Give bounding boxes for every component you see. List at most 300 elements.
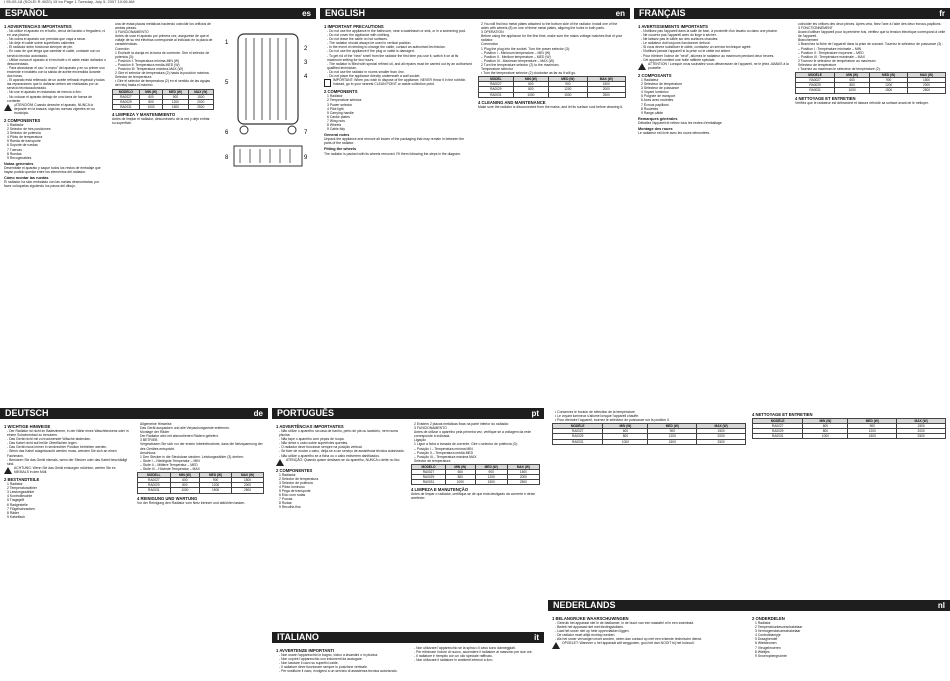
table-cell: 1000	[603, 439, 648, 444]
table-cell: 1000	[445, 480, 475, 485]
document-header: I 95-05-18 (SOLEI R 4020) 15 bo Page 1 Tuesday, July 5, 2007 10:06 AM	[4, 0, 135, 4]
list-item: 3 Selector de potência	[279, 480, 313, 485]
list-item: 6 Wielsteunen	[755, 641, 777, 646]
power-table	[112, 89, 214, 110]
table-cell: 600	[803, 424, 848, 429]
list-item: 2 Turn the temperature selector (2) to the maximum.	[481, 62, 560, 67]
table-cell: RA0031	[113, 104, 140, 109]
list	[552, 410, 746, 422]
table-cell: RA0027	[753, 424, 803, 429]
list-item: 2 Gire el selector de temperatura (2) hasta la posición máxima.	[115, 71, 210, 76]
table-cell: 1200	[549, 87, 587, 92]
list-item: 2 Temperature selector	[327, 98, 362, 103]
list-item: 1 Enchufe la clavija en la toma de corriente. Gire el selector de potencia (3):	[115, 50, 210, 59]
list-item: 9 Recogecables	[7, 155, 32, 160]
table-header: MIN (W)	[139, 89, 162, 94]
list-item: Ligação	[414, 438, 426, 443]
list-item: – Posición III: Temperatura máxima-MAX (W)	[115, 67, 183, 72]
table-header: MAX (W)	[188, 89, 213, 94]
table-header: MODELO	[412, 464, 446, 469]
list-item: 3 Vermogenskeuzeschakelaar	[755, 629, 801, 634]
table-header: MAX (W)	[897, 419, 946, 424]
list-item: Temperature selector	[481, 67, 513, 72]
list-item: 3 FUNCIONAMIENTO	[115, 30, 149, 35]
table-header: MED (W)	[870, 73, 908, 78]
list-item: - No use el aparato en estancias de menos a 4m².	[7, 90, 83, 95]
table-header: MED (W)	[848, 419, 897, 424]
table-cell: 2000	[507, 475, 539, 480]
table-row	[113, 104, 214, 109]
list-item: Vergewissern Sie sich vor der ersten Inbetriebnahme, dass die Netzspannung der des Gerätes entspricht.	[140, 442, 263, 451]
list-item: - Non lasciare il cavo su superfici calde.	[279, 661, 339, 666]
list-item: 4 Voyant lumineux	[641, 90, 669, 95]
table-cell: 1200	[870, 83, 908, 88]
table-header: MAX (W)	[587, 77, 625, 82]
list-item: 4 Piloto luminoso	[279, 484, 305, 489]
list-item: 7 Écrous papillons	[641, 102, 669, 107]
table-header: MODEL	[479, 77, 514, 82]
list-item: • Pour éteindre l'appareil, tournez le sélecteur de puissance sur la position 0.	[555, 418, 670, 423]
list-item: - In the event of needing to change the cable, contact an authorised technician.	[327, 45, 446, 50]
list-item: 6 Castor plates	[327, 114, 350, 119]
list-item: 6 Axes avec roulettes	[641, 98, 674, 103]
list-item: - El radiador debe funcionar siempre de pie.	[7, 45, 73, 50]
list-item: - Do not use the radiator in rooms smaller than 4m².	[327, 69, 405, 74]
list-item: una de estas placas metálicas haciendo coincidir los orificios de ambas piezas.	[115, 22, 211, 31]
warning: ¡ATENCIÓN! Cuando deseche el aparato, NUNCA lo deposite en la basura; siga las normas vigentes en su municipio.	[4, 103, 106, 116]
table-header: MED (W)	[163, 89, 188, 94]
table-cell: RA0029	[553, 434, 603, 439]
list-item: - Il radiatore è riempito con un olio speciale raffinato.	[414, 654, 493, 659]
table-cell: 800	[513, 87, 548, 92]
section-pt: PORTUGUÊS pt 1 ADVERTÊNCIAS IMPORTANTES - Não utilize o aparelho na casa de banho, perto de pia ou lavatório, nem numa piscina. - Não tape o aparelho com peças de roupa. - Não deixe o cabo sobre superfícies quentes. - O radiador deve funcionar sempre na posição vertical. - Se tiver de mudar o cabo, dirija-se a um serviço de assistência técnica autorizado. - Não utilize o aparelho se a ficha ou o cabo estiverem danificados. ATENÇÃO: Quando quiser desfazer-se do aparelho, NUNCA o deite no lixo. 2 COMPONENTES 1 Radiador 2 Selector de temperatura 3 Selector de potência 4 Piloto luminoso 5 Pega de transporte 6 Eixo com rodas 7 Porcas 8 Rodas 9 Recolhe-fios 2 Existem 2 placas metálicas fixas na parte inferior do radiador. 3 FUNCIONAMENTO Antes de utilizar o aparelho pela primeira vez, verifique se a voltagem da rede corresponde à indicada. Ligação 1 Ligue a ficha à tomada de corrente. Gire o selector de potência (3): – Posição I – Temperatura mínima MIN – Posição II – Temperatura média MED – Posição III – Temperatura máxima MAX Selector de temperatura MODELO MIN (W) MED (W) MAX (W) RA0027 600 900 1500 RA0029 800 1200 2000 RA0031 1000 1500 2500 4 LIMPEZA E MANUTENÇÃO Antes de limpar o radiador, certifique-se de que está desligado da corrente e deixe arrefecer.	[272, 408, 544, 630]
list-item: - Wenn das Kabel ausgetauscht werden muss, wenden Sie sich an einen Fachmann.	[7, 449, 117, 458]
list	[552, 621, 746, 641]
list-item: Selector de temperatura	[414, 458, 451, 463]
table-header: MAX (W)	[908, 73, 946, 78]
list-item: - Si vous devez substituer le câble, contactez un service technique agréé.	[641, 45, 752, 50]
table-cell: 1500	[200, 488, 232, 493]
table-header: MODELL	[138, 473, 171, 478]
list-item: – Posición I: Temperatura mínima-MIN (W)	[115, 58, 180, 63]
table-cell: 2000	[897, 429, 946, 434]
list-item: - Das Gerät nicht mit zu trocknender Wäsche abdecken.	[7, 437, 92, 442]
list-item: 8 Wheels	[327, 122, 342, 127]
section-fr-continued: • Conservez le bouton de sélection de la température. • Le voyant lumineux s'allume lorsque l'appareil chauffe. • Pour éteindre l'appareil, tournez le sélecteur de puissance sur la position 0. MODÈLE MIN (W) MED (W) MAX (W) RA0027 600 900 1500 RA0029 800 1200 2000 RA0031 1000 1500 2500 4 NETTOYAGE ET ENTRETIEN MODÈLE MIN (W) MED (W) MAX (W) RA0027 600 900 1500 RA0029 800 1200 2000 RA0031 1000 1500 2500	[548, 408, 950, 598]
list-item: - Benutzen Sie das Gerät niemals, wenn der Stecker oder das Kabel beschädigt sind.	[7, 457, 128, 466]
list-item: - Non utilizzare l'apparecchio se la spina o il cavo sono danneggiati.	[414, 646, 516, 650]
list-item: - Das Gerät muss immer in senkrechter Position betrieben werden.	[7, 445, 108, 450]
list-item: 9 Cable tidy	[327, 127, 345, 132]
list-item: - Ne laissez pas le câble sur des surfaces chaudes.	[641, 37, 719, 42]
list-item: Antes de usar el aparato por primera vez, asegúrese de que el voltaje de su red eléctrica corresponde al indicado en la placa de características.	[115, 34, 213, 47]
list-item: - En caso de que tenga que cambiar el cable, contacte con un servicio técnico autorizado.	[7, 49, 101, 58]
list-item: - Do not leave the cable on hot surfaces.	[327, 37, 388, 42]
table-row	[138, 488, 264, 493]
table-cell: 1200	[163, 99, 188, 104]
table-cell: 800	[803, 429, 848, 434]
table-cell: 1500	[507, 470, 539, 475]
list-item: - Do not use the appliance if the plug or cable is damaged.	[327, 49, 415, 54]
list-item: - Pour éliminer l'odeur de "neuf", allumez le radiateur au maximum pendant deux heures.	[641, 53, 775, 58]
list	[4, 29, 106, 103]
table-cell: 900	[475, 470, 507, 475]
warning-icon	[4, 104, 12, 111]
table-cell: RA0031	[138, 488, 171, 493]
table-cell: RA0027	[796, 78, 835, 83]
table-cell: RA0029	[138, 483, 171, 488]
list-item: - Das Kabel nicht auf heiße Oberflächen legen.	[7, 441, 78, 446]
list-item: - Il radiatore deve funzionare sempre in posizione verticale.	[279, 665, 368, 670]
list-item: 5 Tragegriff	[7, 498, 25, 503]
table-cell: 2500	[697, 439, 746, 444]
list-item: - The radiator is filled with special refined oil, and all repairs must be carried out by an authorised qualified technician.	[327, 61, 472, 70]
list-item: - Non utilizzare il radiatore in ambienti inferiori a 4m².	[414, 658, 494, 663]
table-row	[753, 434, 946, 439]
table-cell: 900	[163, 94, 188, 99]
list-item: 4 Kontrollleuchte	[7, 494, 33, 499]
list-item: • Le voyant lumineux s'allume lorsque l'appareil chauffe.	[555, 414, 640, 419]
list-item: • Tournez au maximum le sélecteur de température (2).	[798, 67, 881, 72]
section-nl: NEDERLANDS nl 1 BELANGRIJKE WAARSCHUWINGEN - Gebruik het apparaat niet in de badkamer, in de buurt van een wastafel of in een zwembad. - Bedek het apparaat niet met kledingstukken. - Laat het snoer niet op hete oppervlakken liggen. - De radiator moet altijd rechtop werken. - Als het snoer vervangen moet worden, neem dan contact op met een erkende technische dienst. OPGELET: Wanneer u het apparaat wilt weggooien, gooi het dan NOOIT bij het huisvuil. 2 ONDERDELEN 1 Radiator 2 Temperatuurkeuzeschakelaar 3 Vermogenskeuzeschakelaar 4 Controlelampje 5 Draaghendel 6 Wielsteunen 7 Vleugelmoeren 8 Wieltjes 9 Snoeropbergruimte	[548, 600, 950, 681]
list-item: 5 Pega de transporte	[279, 489, 311, 494]
components-list	[4, 482, 131, 519]
table-header: MED (W)	[475, 464, 507, 469]
table-cell: 2000	[697, 434, 746, 439]
table-header: MIN (W)	[603, 424, 648, 429]
table-header: MODÈLE	[553, 424, 603, 429]
table-cell: 900	[848, 424, 897, 429]
list-item: 3 Leistungswähler	[7, 490, 35, 495]
list	[411, 422, 540, 463]
list-item: 1 Ligue a ficha à tomada de corrente. Gire o selector de potência (3):	[414, 442, 518, 447]
list-item: 6 Eixo com rodas	[279, 493, 306, 498]
table-row	[412, 480, 540, 485]
list-item: – Stufe II – Mittlere Temperatur – MED	[140, 462, 198, 467]
list-item: Connection	[481, 42, 499, 47]
table-cell: 1000	[803, 434, 848, 439]
figure-label: 8	[225, 155, 229, 161]
list-item: 2 Temperaturwähler	[7, 486, 37, 491]
table-cell: RA0029	[753, 429, 803, 434]
list-item: - Der Radiator ist nicht im Badezimmer, in der Nähe eines Waschbeckens oder in einem Schwimmbad zu benutzen.	[7, 429, 129, 438]
list-item: - Não utilize o aparelho na casa de banho, perto de pia ou lavatório, nem numa piscina.	[279, 429, 398, 438]
table-cell: RA0029	[479, 87, 514, 92]
list-item: 9 Kabelfach	[7, 514, 25, 519]
list-item: Montage der Räder	[140, 430, 170, 435]
list	[411, 646, 540, 662]
table-cell: 900	[870, 78, 908, 83]
components-list	[752, 621, 946, 658]
list-item: - Do not place the appliance directly underneath a wall socket.	[327, 74, 421, 79]
list-item: 8 Roulettes	[641, 106, 659, 111]
table-cell: 1000	[835, 88, 870, 93]
table-cell: 1500	[848, 434, 897, 439]
figure-column	[220, 22, 312, 189]
table-cell: 1500	[648, 439, 697, 444]
table-cell: 1000	[139, 104, 162, 109]
list-item: 3 FUNCIONAMENTO	[414, 426, 447, 431]
table-cell: 600	[513, 82, 548, 87]
list-item: 5 Carrying handle	[327, 110, 354, 115]
list-item: 8 Räder	[7, 510, 20, 515]
list-item: Selector de temperatura	[115, 75, 152, 80]
table-row	[553, 439, 746, 444]
table-header: MIN (W)	[445, 464, 475, 469]
list-item: 2 Sélecteur de température	[641, 82, 683, 87]
table-cell: RA0027	[479, 82, 514, 87]
list-item: 1 Branchez la fiche de l'appareil dans la prise de courant. Tournez le sélecteur de puissance (3) :	[798, 42, 944, 47]
table-header: MAX (W)	[232, 473, 264, 478]
list-item: - Se tiver de mudar o cabo, dirija-se a um serviço de assistência técnica autorizado.	[279, 449, 405, 454]
list-item: - To get rid of the "new" smell from the radiator the first time you use it, switch it on at its maximum setting for two hours.	[327, 53, 459, 62]
recycle-bin-icon	[324, 79, 331, 87]
table-cell: 1200	[200, 483, 232, 488]
list	[638, 29, 789, 62]
section-band: ESPAÑOL es	[0, 8, 316, 19]
components-list	[324, 94, 472, 131]
list-item: 9 Recolhe-fios	[279, 505, 301, 510]
table-cell: 600	[603, 429, 648, 434]
power-table	[411, 464, 540, 485]
table-cell: RA0029	[796, 83, 835, 88]
list-item: Conexión	[115, 46, 130, 51]
list-item: – Stufe I – Niedrigste Temperatur – MIN	[140, 458, 200, 463]
list	[795, 22, 946, 71]
list-item: - Non coprire l'apparecchio con indumenti da asciugare.	[279, 657, 363, 662]
table-cell: 600	[139, 94, 162, 99]
list-item: 2 Selector de temperatura	[279, 476, 319, 481]
list-item: - Utilice nunca el aparato si el enchufe o el cable están dañados o desconectado.	[7, 57, 106, 66]
list-item: 8 Rodas	[279, 501, 292, 506]
list-item: 1 Den Stecker in die Steckdose stecken. Leistungswähler (3) drehen:	[140, 454, 244, 459]
list-item: – Position III : Température maximale – MAX	[798, 54, 866, 59]
list-item: 2 Tournez le sélecteur de température au maximum.	[798, 58, 877, 63]
list-item: - Gebruik het apparaat niet in de badkamer, in de buurt van een wastafel of in een zwembad.	[555, 621, 695, 625]
figure-label: 3	[304, 60, 308, 66]
table-cell: 2500	[897, 434, 946, 439]
table-header: MED (W)	[549, 77, 587, 82]
column: una de estas placas metálicas haciendo coincidir los orificios de ambas piezas. 3 FUNCIONAMIENTO Antes de usar el aparato por primera vez, asegúrese de que el voltaje de su red eléctrica corresponde al indicado en la placa de características. Conexión 1 Enchufe la clavija en la toma de corriente. Gire el selector de potencia (3): – Posición I: Temperatura mínima-MIN (W) – Posición II: Temperatura media-MED (W) – Posición III: Temperatura máxima-MAX (W) 2 Gire el selector de temperatura (2) hasta la posición máxima. Selector de temperatura • Gire el selector de temperatura (2) en el sentido de las agujas del reloj hasta el máximo. MODELO MIN (W) MED (W) MAX (W) RA0027 600 900 1500 RA0029 800 1200 2000 RA0031 1000 1500 2500 4 LIMPIEZA Y MANTENIMIENTO Antes de limpiar el radiador, desconéctelo de la red y deje enfriar su superficie.	[112, 22, 213, 125]
table-header: MAX (W)	[697, 424, 746, 429]
list-item: 1 Radiador	[7, 122, 24, 127]
list-item: 3 FONCTIONNEMENT	[798, 26, 833, 31]
figure-label: 6	[225, 130, 229, 136]
list-item: – Stufe III – Höchste Temperatur – MAX	[140, 467, 200, 472]
list-item: 1 Radiador	[279, 472, 296, 477]
figure-label: 4	[304, 74, 308, 80]
section-es	[0, 8, 316, 404]
warning-icon	[276, 459, 284, 466]
list-item: Der Radiator wird mit abmontierten Rädern geliefert.	[140, 434, 219, 439]
warning-icon	[4, 467, 12, 474]
table-cell: 800	[445, 475, 475, 480]
list-item: - Per sostituire il cavo, rivolgersi a un servizio di assistenza tecnica autorizzato.	[279, 669, 398, 674]
list-item: 4 Piloto de temperatura	[7, 135, 43, 140]
figure-label: 7	[304, 130, 308, 136]
table-cell: RA0027	[138, 478, 171, 483]
list-item: – Position I : Température minimale – MIN	[798, 46, 862, 51]
list-item: 7 Porcas	[279, 497, 293, 502]
list-item: – Position II : Température moyenne – MED	[798, 50, 864, 55]
list-item: - Ne couvrez pas l'appareil avec du linge à sécher.	[641, 33, 717, 38]
column: 1 ADVERTENCIAS IMPORTANTES - No utilice el aparato en el baño, cerca del lavabo o fregadero, ni en una piscina. - No cubra el aparato con prendas que vaya a secar. - No deje el cable sobre superficies calientes. - El radiador debe funcionar siempre de pie. - En caso de que tenga que cambiar el cable, contacte con un servicio técnico autorizado. - Utilice nunca el aparato si el enchufe o el cable están dañados o desconectado. - Para abandonar el uso "a mano" del aparato y en su primer uso enciende e instálelo con la salida de aceite encendida durante dos horas. - El aparato está rellenado de un aceite refinado especial y todas las reparaciones que lo dañaran deben ser realizadas por un servicio técnicoautorizado. - No use el aparato en estancias de menos a 4m². - No colocar el aparato debajo de una toma de fuerza de corriente. ¡ATENCIÓN! Cuando deseche el aparato, NUNCA lo deposite en la basura; siga las normas vigentes en su municipio. 2 COMPONENTES 1 Radiador 2 Selector de tres posiciones 3 Selector de potencia 4 Piloto de temperatura 5 Rueda de transporte 6 Soporte de ruedas 7 Tuercas 8 Ruedas 9 Recogecables Notas generales Desembale el aparato y saque todos los restos de embalaje que hayan podido quedar entre los elementos del radiador. Cómo montar las ruedas El radiador ha sido embalado con las ruedas desmontadas; por favor colóquelas siguiendo los pasos del dibujo.	[4, 24, 106, 189]
warning-icon	[552, 642, 560, 649]
list-item: - No colocar el aparato debajo de una toma de fuerza de corriente.	[7, 94, 93, 103]
table-cell: 1500	[897, 424, 946, 429]
list-item: 7 Tuercas	[7, 147, 22, 152]
table-cell: 600	[445, 470, 475, 475]
list-item: - Cet appareil contient une huile raffinée spéciale.	[641, 57, 716, 62]
list-item: • Turn the temperature selector (2) clockwise as far as it will go.	[481, 71, 577, 76]
list-item: 3 OPERATION	[481, 30, 504, 35]
table-header: MED (W)	[648, 424, 697, 429]
table-cell: RA0031	[553, 439, 603, 444]
table-cell: RA0031	[796, 88, 835, 93]
list-item: – Posição I – Temperatura mínima MIN	[414, 446, 473, 451]
table-row	[479, 92, 626, 97]
table-cell: 800	[170, 483, 199, 488]
list-item: Allgemeine Hinweise	[140, 422, 172, 426]
table-cell: 1500	[908, 78, 946, 83]
components-list	[4, 123, 106, 160]
table-cell: RA0027	[553, 429, 603, 434]
table-cell: 2500	[587, 92, 625, 97]
list-item: - El aparato está rellenado de un aceite refinado especial y todas las reparaciones que lo dañaran deben ser realizadas por un servicio técnicoautorizado.	[7, 78, 105, 91]
heading: 2 COMPONENTES	[4, 117, 41, 123]
table-header: MIN (W)	[170, 473, 199, 478]
list-item: - De radiator moet altijd rechtop werken.	[555, 633, 616, 638]
power-table	[752, 418, 946, 439]
table-cell: RA0027	[113, 94, 140, 99]
table-cell: 2000	[587, 87, 625, 92]
list-item: 1 Radiator	[7, 482, 23, 487]
table-row	[796, 88, 946, 93]
list-item: 5 Rueda de transporte	[7, 139, 41, 144]
table-cell: RA0029	[412, 475, 446, 480]
list-item: 3 Power selector	[327, 102, 353, 107]
list-item: 1 Radiator	[327, 94, 343, 99]
list-item: - N'utilisez jamais l'appareil si la prise ou le câble est abîmé.	[641, 49, 732, 54]
list-item: Antes de utilizar o aparelho pela primeira vez, verifique se a voltagem da rede corresponde à indicada.	[414, 430, 532, 439]
power-table	[137, 472, 264, 493]
table-cell: 2000	[908, 83, 946, 88]
figure-label: 2	[304, 46, 308, 52]
list-item: 8 Wieltjes	[755, 649, 770, 654]
power-table	[795, 72, 946, 93]
table-cell: RA0029	[113, 99, 140, 104]
heading: 1 ADVERTENCIAS IMPORTANTES	[4, 24, 72, 29]
table-cell: 1000	[513, 92, 548, 97]
table-cell: RA0031	[753, 434, 803, 439]
list-item: 8 Ruedas	[7, 151, 22, 156]
list-item: - Per eliminare l'odore di nuovo, accendere il radiatore al massimo per due ore.	[414, 650, 533, 655]
list-item: Das Gerät auspacken und alle Verpackungsreste entfernen.	[140, 426, 230, 431]
list-item: - Para abandonar el uso "a mano" del aparato y en su primer uso enciende e instálelo con la salida de aceite encendida durante dos horas.	[7, 65, 105, 79]
list-item: 9 Range-câble	[641, 110, 664, 115]
list	[137, 422, 264, 471]
table-cell: 800	[603, 434, 648, 439]
list-item: - Do not cover the appliance with clothing.	[327, 33, 390, 38]
list-item: 1 Radiator	[755, 621, 771, 625]
table-cell: 2500	[908, 88, 946, 93]
list-item: - Non usare l'apparecchio in bagno, vicino a lavandini o in piscina.	[279, 653, 379, 657]
list-item: 7 Vleugelmoeren	[755, 645, 781, 650]
list-item: - Não utilize o aparelho se a ficha ou o cabo estiverem danificados.	[279, 453, 380, 458]
table-header: MIN (W)	[835, 73, 870, 78]
table-cell: 900	[549, 82, 587, 87]
list-item: 2 Existem 2 placas metálicas fixas na parte inferior do radiador.	[414, 422, 510, 426]
list-item: – Position III - Maximum temperature – MAX (W)	[481, 58, 555, 63]
list-item: - Bedek het apparaat niet met kledingstukken.	[555, 625, 624, 630]
list-item: – Posição III – Temperatura máxima MAX	[414, 454, 477, 459]
table-header: MAX (W)	[507, 464, 539, 469]
table-cell: RA0031	[479, 92, 514, 97]
table-cell: RA0027	[412, 470, 446, 475]
list-item: 1 Radiateur	[641, 77, 659, 82]
table-header: MODÈLE	[796, 73, 835, 78]
list-item: coïncider les orifices des deux pièces. Après cela, fixez l'axe à l'aide des deux écrous-papillons.	[798, 22, 942, 26]
table-cell: 1000	[170, 488, 199, 493]
list-item: – Posición II: Temperatura media-MED (W)	[115, 62, 180, 67]
list-item: 5 Poignée de transport	[641, 94, 676, 99]
components-list	[638, 78, 789, 115]
table-header: MED (W)	[200, 473, 232, 478]
list-item: 6 Soporte de ruedas	[7, 143, 38, 148]
list	[324, 29, 472, 78]
list-item: - Als het snoer vervangen moet worden, neem dan contact op met een erkende technische dienst.	[555, 637, 703, 642]
table-cell: 2000	[188, 99, 213, 104]
table-cell: 1200	[648, 434, 697, 439]
list-item: - O radiador deve funcionar sempre na posição vertical.	[279, 445, 363, 450]
section-en: ENGLISH en 1 IMPORTANT PRECAUTIONS - Do not use the appliance in the bathroom, near a washbasin or sink, or in a swimming pool. - Do not cover the appliance with clothing. - Do not leave the cable on hot surfaces. - The radiator should always be used in vertical position. - In the event of needing to change the cable, contact an authorised technician. - Do not use the appliance if the plug or cable is damaged. - To get rid of the "new" smell from the radiator the first time you use it, switch it on at its maximum setting for two hours. - The radiator is filled with special refined oil, and all repairs must be carried out by an authorised qualified technician. - Do not use the radiator in rooms smaller than 4m². - Do not place the appliance directly underneath a wall socket. IMPORTANT: When you wish to dispose of the appliance, NEVER throw it in the rubbish. Instead, go to your nearest CLEAN POINT or waste collection point. 2 COMPONENTS 1 Radiator 2 Temperature selector 3 Power selector 4 Pilot light 5 Carrying handle 6 Castor plates 7 Wing nuts 8 Wheels 9 Cable tidy General notes Unpack the appliance and remove all traces of the packaging that may remain in between the parts of the radiator. Fitting the wheels The radiator is packed with its wheels removed. Fit them following the steps in the diagram. 2 You will find two metal plates attached to the bottom side of the radiator. Install one of the axles with wheels (8) on one of these metal plates, aligning the holes in both parts. 3 OPERATION Before using the appliance for the first time, make sure the mains voltage matches that of your radiator. Connection 1 Plug the plug into the socket. Turn the power selector (3): – Position I - Minimum temperature – MIN (W) – Position II - Medium temperature – MED (W) – Position III - Maximum temperature – MAX (W) 2 Turn the temperature selector (2) to the maximum. Temperature selector • Turn the temperature selector (2) clockwise as far as it will go. MODEL MIN (W) MED (W) MAX (W) RA0027 600 900 1500 RA0029 800 1200 2000 RA0031 1000 1500 2500 4 CLEANING AND MAINTENANCE Make sure the radiator is disconnected from the mains, and let its surface cool before cleaning it.	[320, 8, 630, 404]
list-item: 6 Radgestelle	[7, 502, 28, 507]
table-cell: 1500	[549, 92, 587, 97]
list-item: - No cubra el aparato con prendas que vaya a secar.	[7, 37, 86, 42]
list-item: 7 Wing nuts	[327, 118, 345, 123]
figure-label: 1	[225, 40, 229, 46]
figure-label: 9	[304, 155, 308, 161]
table-cell: 2500	[507, 480, 539, 485]
list-item: - N'utilisez pas l'appareil dans la salle de bain, à proximité d'un lavabo ou dans une piscine.	[641, 29, 778, 33]
table-cell: 1500	[188, 94, 213, 99]
list	[4, 429, 131, 466]
section-fr: FRANÇAIS fr 1 AVERTISSEMENTS IMPORTANTS - N'utilisez pas l'appareil dans la salle de bain, à proximité d'un lavabo ou dans une piscine. - Ne couvrez pas l'appareil avec du linge à sécher. - Ne laissez pas le câble sur des surfaces chaudes. - Le radiateur doit toujours fonctionner debout. - Si vous devez substituer le câble, contactez un service technique agréé. - N'utilisez jamais l'appareil si la prise ou le câble est abîmé. - Pour éliminer l'odeur de "neuf", allumez le radiateur au maximum pendant deux heures. - Cet appareil contient une huile raffinée spéciale. ATTENTION ! Lorsque vous souhaitez vous débarrasser de l'appareil, ne le jetez JAMAIS à la poubelle. 2 COMPOSANTS 1 Radiateur 2 Sélecteur de température 3 Sélecteur de puissance 4 Voyant lumineux 5 Poignée de transport 6 Axes avec roulettes 7 Écrous papillons 8 Roulettes 9 Range-câble Remarques générales Déballez l'appareil et retirez tous les restes d'emballage. Montage des roues Le radiateur est livré avec les roues démontées. coïncider les orifices des deux pièces. Après cela, fixez l'axe à l'aide des deux écrous-papillons. 3 FONCTIONNEMENT Avant d'utiliser l'appareil pour la première fois, vérifiez que la tension électrique correspond à celle de l'appareil. Branchement 1 Branchez la fiche de l'appareil dans la prise de courant. Tournez le sélecteur de puissance (3) : – Position I : Température minimale – MIN – Position II : Température moyenne – MED – Position III : Température maximale – MAX 2 Tournez le sélecteur de température au maximum. Sélecteur de température • Tournez au maximum le sélecteur de température (2). MODÈLE MIN (W) MED (W) MAX (W) RA0027 600 900 1500 RA0029 800 1200 2000 RA0031 1000 1500 2500 4 NETTOYAGE ET ENTRETIEN Vérifiez que le radiateur est débranché et laissez refroidir sa surface avant de le nettoyer.	[634, 8, 950, 404]
list-item: 4 Pilot light	[327, 106, 344, 111]
list-item: - No utilice el aparato en el baño, cerca del lavabo o fregadero, ni en una piscina.	[7, 29, 106, 38]
table-cell: 2500	[188, 104, 213, 109]
list-item: Avant d'utiliser l'appareil pour la première fois, vérifiez que la tension électrique correspond à celle de l'appareil.	[798, 30, 946, 39]
list-item: Sélecteur de température	[798, 62, 837, 67]
list-item: - The radiator should always be used in vertical position.	[327, 41, 412, 46]
list-item: 2 You will find two metal plates attached to the bottom side of the radiator. Install one of the axles with wheels (8) on one of these metal plates, aligning the holes in both parts.	[481, 22, 618, 31]
list	[276, 429, 405, 458]
radiator-figure-icon	[220, 24, 312, 174]
list-item: 3 BETRIEB	[140, 438, 158, 443]
table-cell: 800	[835, 83, 870, 88]
components-list	[276, 473, 405, 510]
list-item: - No deje el cable sobre superficies calientes.	[7, 41, 76, 46]
table-cell: 600	[835, 78, 870, 83]
table-cell: 1500	[587, 82, 625, 87]
table-header: MODELO	[113, 89, 140, 94]
table-header: MODÈLE	[753, 419, 803, 424]
table-cell: 1200	[848, 429, 897, 434]
table-cell: 2500	[232, 488, 264, 493]
list-item: 7 Flügelschrauben	[7, 506, 35, 511]
list-item: 1 Plug the plug into the socket. Turn the power selector (3):	[481, 46, 570, 51]
list-item: - Do not use the appliance in the bathroom, near a washbasin or sink, or in a swimming pool.	[327, 29, 467, 33]
